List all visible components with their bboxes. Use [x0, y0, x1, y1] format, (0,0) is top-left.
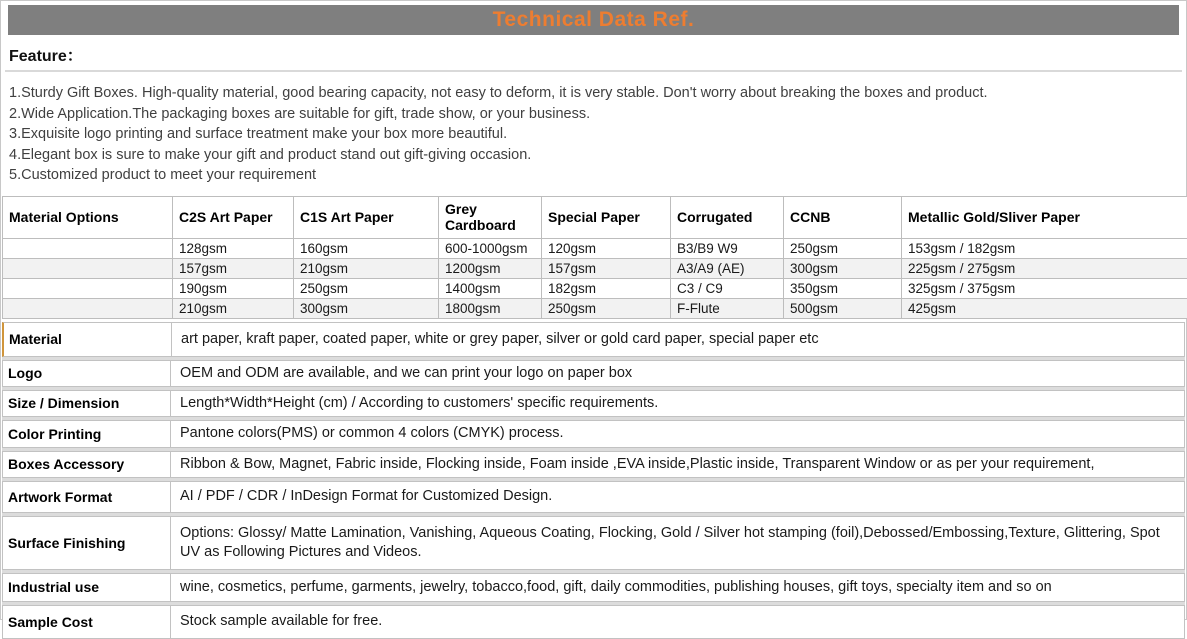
materials-table: [2, 196, 1187, 319]
table-cell: 182gsm: [542, 278, 671, 298]
column-header: Metallic Gold/Sliver Paper: [902, 196, 1187, 238]
spec-value: Options: Glossy/ Matte Lamination, Vanishing, Aqueous Coating, Flocking, Gold / Silver hot stamping (foil),Debossed/Embossing,Texture, Glittering, Spot UV as Following Pictures and Videos.: [171, 517, 1184, 569]
spec-label: Industrial use: [3, 574, 171, 601]
spec-row-size-dimension: [2, 390, 1185, 417]
column-header: Corrugated: [671, 196, 784, 238]
table-cell: 157gsm: [542, 258, 671, 278]
feature-item: 1.Sturdy Gift Boxes. High-quality material, good bearing capacity, not easy to deform, it is very stable. Don't worry about breaking the boxes and product.: [9, 83, 1178, 104]
column-header: C1S Art Paper: [294, 196, 439, 238]
column-header: Grey Cardboard: [439, 196, 542, 238]
page-title: Technical Data Ref.: [493, 8, 695, 32]
table-cell: [3, 278, 173, 298]
table-cell: 250gsm: [294, 278, 439, 298]
spec-value: art paper, kraft paper, coated paper, white or grey paper, silver or gold card paper, special paper etc: [172, 323, 1184, 356]
spec-value: AI / PDF / CDR / InDesign Format for Customized Design.: [171, 482, 1184, 512]
feature-heading: Feature：: [5, 38, 1182, 72]
table-cell: 225gsm / 275gsm: [902, 258, 1187, 278]
spec-value: Ribbon & Bow, Magnet, Fabric inside, Flocking inside, Foam inside ,EVA inside,Plastic inside, Transparent Window or as per your requirement,: [171, 452, 1184, 477]
table-cell: 250gsm: [784, 238, 902, 258]
spec-row-industrial-use: [2, 573, 1185, 602]
spec-value: wine, cosmetics, perfume, garments, jewelry, tobacco,food, gift, daily commodities, publishing houses, gift toys, specialty item and so on: [171, 574, 1184, 601]
table-cell: F-Flute: [671, 298, 784, 318]
table-cell: 250gsm: [542, 298, 671, 318]
table-cell: 300gsm: [784, 258, 902, 278]
column-header: C2S Art Paper: [173, 196, 294, 238]
table-row: [3, 298, 1187, 318]
table-cell: 153gsm / 182gsm: [902, 238, 1187, 258]
table-row: [3, 278, 1187, 298]
spec-table: [2, 322, 1185, 639]
table-cell: 1400gsm: [439, 278, 542, 298]
table-cell: 210gsm: [173, 298, 294, 318]
spec-row-surface-finishing: [2, 516, 1185, 570]
materials-header-row: [3, 196, 1187, 238]
table-cell: 157gsm: [173, 258, 294, 278]
feature-list: [1, 72, 1186, 192]
table-cell: 128gsm: [173, 238, 294, 258]
spec-value: OEM and ODM are available, and we can print your logo on paper box: [171, 361, 1184, 386]
spec-label: Material: [4, 323, 172, 356]
spec-label: Surface Finishing: [3, 517, 171, 569]
column-header: Special Paper: [542, 196, 671, 238]
spec-label: Size / Dimension: [3, 391, 171, 416]
column-header: CCNB: [784, 196, 902, 238]
table-cell: 425gsm: [902, 298, 1187, 318]
table-cell: 210gsm: [294, 258, 439, 278]
feature-item: 4.Elegant box is sure to make your gift and product stand out gift-giving occasion.: [9, 145, 1178, 166]
feature-item: 3.Exquisite logo printing and surface treatment make your box more beautiful.: [9, 124, 1178, 145]
spec-label: Sample Cost: [3, 606, 171, 638]
titlebar: [8, 5, 1179, 35]
table-cell: [3, 298, 173, 318]
spec-row-logo: [2, 360, 1185, 387]
table-cell: 325gsm / 375gsm: [902, 278, 1187, 298]
table-cell: 300gsm: [294, 298, 439, 318]
column-header: Material Options: [3, 196, 173, 238]
table-cell: [3, 258, 173, 278]
table-cell: 350gsm: [784, 278, 902, 298]
spec-row-color-printing: [2, 420, 1185, 448]
table-cell: 1800gsm: [439, 298, 542, 318]
spec-label: Logo: [3, 361, 171, 386]
table-cell: 600-1000gsm: [439, 238, 542, 258]
spec-label: Artwork Format: [3, 482, 171, 512]
table-cell: 190gsm: [173, 278, 294, 298]
table-cell: A3/A9 (AE): [671, 258, 784, 278]
spec-value: Pantone colors(PMS) or common 4 colors (CMYK) process.: [171, 421, 1184, 447]
spec-row-artwork-format: [2, 481, 1185, 513]
table-cell: 160gsm: [294, 238, 439, 258]
spec-value: Stock sample available for free.: [171, 606, 1184, 638]
feature-item: 2.Wide Application.The packaging boxes are suitable for gift, trade show, or your business.: [9, 104, 1178, 125]
feature-item: 5.Customized product to meet your requirement: [9, 165, 1178, 186]
spec-row-sample-cost: [2, 605, 1185, 639]
table-cell: 500gsm: [784, 298, 902, 318]
spec-row-material: [2, 322, 1185, 357]
spec-label: Color Printing: [3, 421, 171, 447]
table-cell: 120gsm: [542, 238, 671, 258]
table-row: [3, 258, 1187, 278]
spec-row-boxes-accessory: [2, 451, 1185, 478]
table-cell: [3, 238, 173, 258]
table-cell: 1200gsm: [439, 258, 542, 278]
spec-value: Length*Width*Height (cm) / According to customers' specific requirements.: [171, 391, 1184, 416]
spec-label: Boxes Accessory: [3, 452, 171, 477]
table-row: [3, 238, 1187, 258]
table-cell: C3 / C9: [671, 278, 784, 298]
table-cell: B3/B9 W9: [671, 238, 784, 258]
